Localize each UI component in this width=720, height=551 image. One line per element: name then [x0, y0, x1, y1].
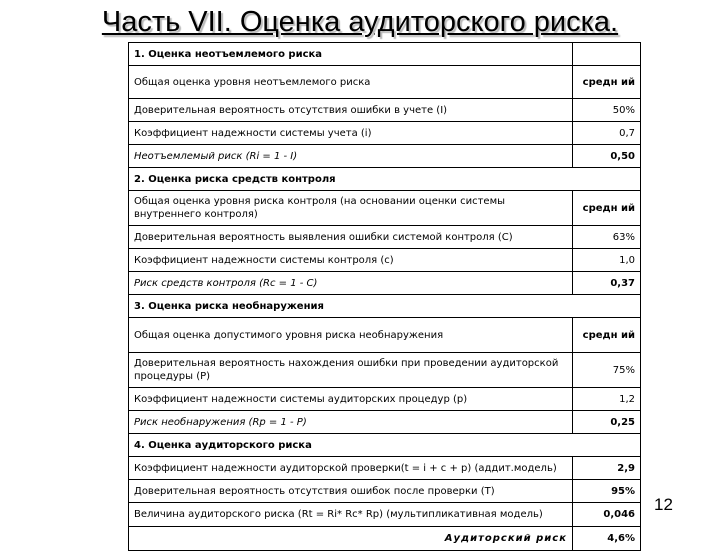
table-row	[129, 480, 641, 503]
table-row	[129, 99, 641, 122]
final-label: Аудиторский риск	[129, 527, 573, 551]
row-value: средн ий	[573, 66, 641, 99]
table-row	[129, 145, 641, 168]
row-label: Коэффициент надежности системы учета (i)	[129, 122, 573, 145]
table-row	[129, 191, 641, 226]
row-label: Неотъемлемый риск (Ri = 1 - I)	[129, 145, 573, 168]
row-value: 0,50	[573, 145, 641, 168]
row-value: 1,2	[573, 388, 641, 411]
row-label: Общая оценка уровня неотъемлемого риска	[129, 66, 573, 99]
table-row	[129, 66, 641, 99]
row-value: 95%	[573, 480, 641, 503]
row-label: Доверительная вероятность отсутствия ошибки в учете (I)	[129, 99, 573, 122]
row-label: Риск необнаружения (Rp = 1 - P)	[129, 411, 573, 434]
row-label: Доверительная вероятность выявления ошибки системой контроля (С)	[129, 226, 573, 249]
section-4-heading-row	[129, 434, 641, 457]
row-label: Доверительная вероятность нахождения ошибки при проведении аудиторской процедуры (Р)	[129, 353, 573, 388]
table-row	[129, 353, 641, 388]
page-number: 12	[654, 495, 673, 514]
row-label: Общая оценка допустимого уровня риска необнаружения	[129, 318, 573, 353]
row-value: 0,046	[573, 503, 641, 527]
audit-risk-table	[128, 42, 641, 551]
final-row	[129, 527, 641, 551]
final-value: 4,6%	[573, 527, 641, 551]
section-2-heading-row	[129, 168, 641, 191]
table-row	[129, 318, 641, 353]
row-label: Коэффициент надежности аудиторской проверки(t = i + c + p) (аддит.модель)	[129, 457, 573, 480]
table-row	[129, 249, 641, 272]
section-heading: 4. Оценка аудиторского риска	[129, 434, 641, 457]
table-row	[129, 503, 641, 527]
section-heading: 1. Оценка неотъемлемого риска	[129, 43, 573, 66]
row-label: Коэффициент надежности системы аудиторских процедур (р)	[129, 388, 573, 411]
page-title: Часть VII. Оценка аудиторского риска.	[101, 6, 619, 38]
table-row	[129, 457, 641, 480]
table-row	[129, 226, 641, 249]
row-value: средн ий	[573, 318, 641, 353]
table-row	[129, 122, 641, 145]
section-1-heading-row	[129, 43, 641, 66]
row-value: 0,25	[573, 411, 641, 434]
row-value: 1,0	[573, 249, 641, 272]
row-value: 50%	[573, 99, 641, 122]
table-row	[129, 272, 641, 295]
section-3-heading-row	[129, 295, 641, 318]
row-value: 2,9	[573, 457, 641, 480]
table-row	[129, 411, 641, 434]
row-label: Доверительная вероятность отсутствия ошибок после проверки (Т)	[129, 480, 573, 503]
table-row	[129, 388, 641, 411]
row-value: 0,37	[573, 272, 641, 295]
row-label: Риск средств контроля (Rc = 1 - C)	[129, 272, 573, 295]
row-label: Общая оценка уровня риска контроля (на основании оценки системы внутреннего контроля)	[129, 191, 573, 226]
row-value: средн ий	[573, 191, 641, 226]
row-label: Величина аудиторского риска (Rt = Ri* Rc* Rp) (мультипликативная модель)	[129, 503, 573, 527]
row-label: Коэффициент надежности системы контроля (с)	[129, 249, 573, 272]
row-value: 75%	[573, 353, 641, 388]
row-value: 0,7	[573, 122, 641, 145]
row-value: 63%	[573, 226, 641, 249]
section-heading: 3. Оценка риска необнаружения	[129, 295, 641, 318]
section-heading: 2. Оценка риска средств контроля	[129, 168, 641, 191]
empty-cell	[573, 43, 641, 66]
